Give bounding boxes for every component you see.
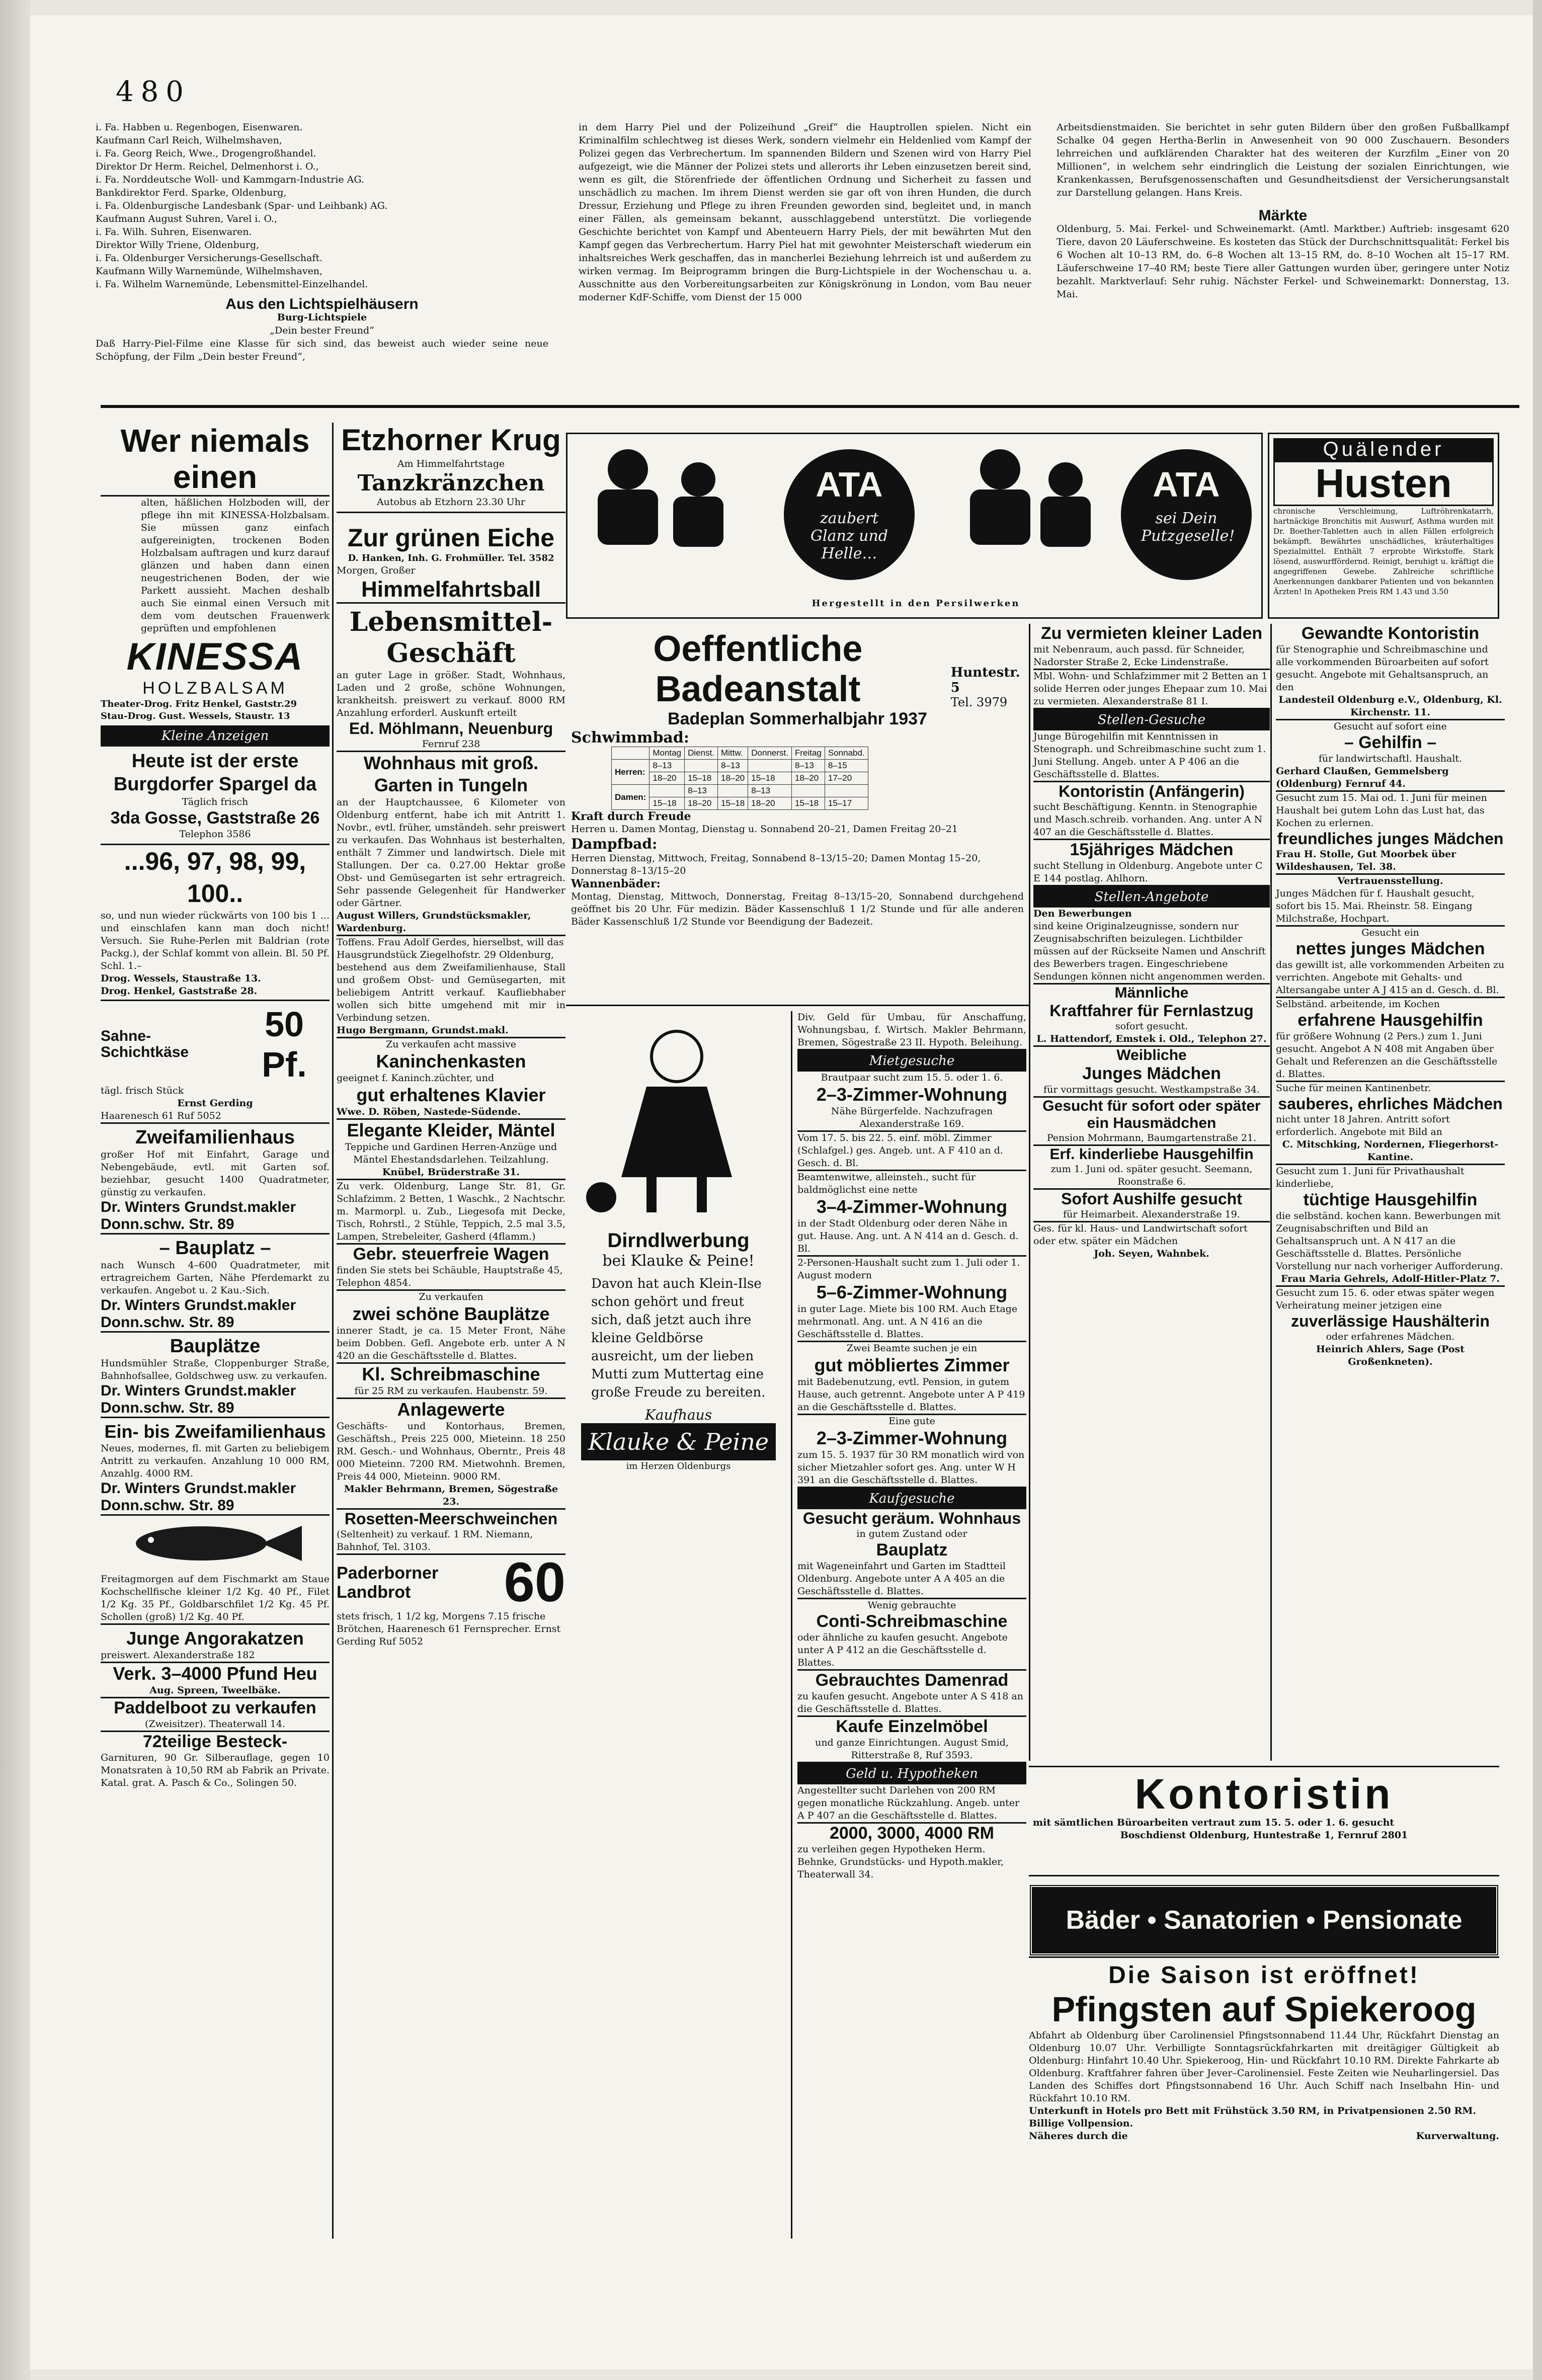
bad-cell: 18–20 (685, 797, 718, 810)
bad-cell: 8–15 (825, 760, 868, 772)
ata-slogan-1: zaubert Glanz und Helle… (810, 510, 888, 562)
lichtspiel-heading: Aus den Lichtspielhäusern (225, 296, 419, 312)
nett-heading: nettes junges Mädchen (1295, 939, 1485, 958)
kinessa-headline: Wer niemals einen (101, 423, 330, 497)
kinder-text: zum 1. Juni od. später gesucht. Seemann, Roonstraße 6. (1033, 1163, 1270, 1190)
bad-dampf-text: Herren Dienstag, Mittwoch, Freitag, Sonnabend 8–13/15–20; Damen Montag 15–20, Donnerstag 8–13/15–20 (571, 853, 981, 876)
board-line: Kaufmann Carl Reich, Wilhelmshaven, (96, 135, 282, 146)
kaese-ad (101, 1004, 330, 1085)
board-line: Direktor Dr Herm. Reichel, Delmenhorst i. O., (96, 161, 319, 172)
dirndl-heading: Dirndlwerbung (607, 1229, 750, 1252)
stellengesuche-banner: Stellen-Gesuche (1033, 709, 1270, 730)
gehrels: Frau Maria Gehrels, Adolf-Hitler-Platz 7. (1276, 1273, 1505, 1287)
badeanstalt-ad (566, 624, 1029, 1006)
kinessa-sub: HOLZBALSAM (142, 679, 288, 698)
nett-text: das gewillt ist, alle vorkommenden Arbeiten zu verrichten. Angebote mit Gehalts- und Altersangabe unter A J 415 an d. Gesch. d. Bl. (1276, 959, 1505, 998)
bad-cell: 8–13 (717, 760, 748, 772)
aushilfe-heading: Sofort Aushilfe gesucht (1061, 1190, 1242, 1208)
husten-head1: Quälender (1273, 438, 1494, 461)
ein-heading: Ein- bis Zweifamilienhaus (104, 1421, 326, 1442)
book-spine (0, 0, 30, 2380)
pers-heading: 5–6-Zimmer-Wohnung (816, 1282, 1008, 1302)
kont-heading: Gewandte Kontoristin (1301, 624, 1480, 643)
kontoristin-ad (1029, 1766, 1499, 1876)
moehlmann-tel: Fernruf 238 (337, 738, 565, 752)
erf-pre: Selbständ. arbeitende, im Kochen (1276, 999, 1440, 1010)
krug-heading: Etzhorner Krug (341, 423, 561, 457)
naeheres: Näheres durch die (1029, 2130, 1128, 2142)
braut-text: Brautpaar sucht zum 15. 5. oder 1. 6. (821, 1072, 1003, 1083)
bad-header (571, 629, 1024, 709)
kanin-text: geeignet f. Kaninch.züchter, und (337, 1073, 495, 1084)
ata-slogan-2: sei Dein Putzgeselle! (1141, 510, 1235, 545)
board-line: i. Fa. Habben u. Regenbogen, Eisenwaren. (96, 122, 303, 133)
bad-plan: Badeplan Sommerhalbjahr 1937 (668, 709, 927, 728)
gesucht: Gesucht auf sofort eine (1334, 721, 1447, 732)
winters-1: Dr. Winters Grundst.makler Donn.schw. Str. 89 (101, 1199, 330, 1235)
stellenangebote-banner: Stellen-Angebote (1033, 886, 1270, 908)
bauplaetze2-sub: Zu verkaufen (419, 1291, 483, 1302)
bad-contact (951, 665, 1024, 709)
baeder-banner: Bäder • Sanatorien • Pensionate (1029, 1884, 1499, 1956)
pader-text: stets frisch, 1 1/2 kg, Morgens 7.15 frische Brötchen, Haarenesch 61 Fernsprecher. Ernst Gerding Ruf 5052 (337, 1611, 561, 1647)
bad-wannen-text: Montag, Dienstag, Mittwoch, Donnerstag, Freitag 8–13/15–20, Sonnabend durchgehend geöffnet bis 20 Uhr. Für medizin. Bäder Kassenschluß 1 1/2 Stunde und für alle anderen Bäder Kassenschluß 1/2 Stunde vor Beendigung der Badezeit. (571, 891, 1024, 927)
moebel-text: und ganze Einrichtungen. August Smid, Ritterstraße 8, Ruf 3593. (797, 1737, 1026, 1763)
angora-text: preiswert. Alexanderstraße 182 (101, 1649, 330, 1663)
kaese-addr: Haarenesch 61 Ruf 5052 (101, 1110, 330, 1124)
kleider-firm: Knübel, Brüderstraße 31. (337, 1166, 565, 1180)
top-left-column (96, 121, 548, 392)
ads-column-4b (1029, 624, 1270, 1761)
bad-tel: Tel. 3979 (950, 695, 1008, 709)
spargel-heading: Heute ist der erste Burgdorfer Spargel da (113, 751, 317, 795)
ads-column-1 (101, 423, 330, 2239)
kurverwaltung: Kurverwaltung. (1416, 2130, 1499, 2142)
bad-cell: 15–18 (717, 797, 748, 810)
bad-cell (825, 785, 868, 797)
kleine-anzeigen-banner: Kleine Anzeigen (101, 725, 330, 747)
hypotheken-banner: Geld u. Hypotheken (797, 1763, 1026, 1784)
tuecht-pre: Gesucht zum 1. Juni für Privathaushalt kinderliebe, (1276, 1166, 1465, 1189)
erf-text: für größere Wohnung (2 Pers.) zum 1. Juni gesucht. Angebot A N 408 mit Angaben über Gehalt und Referenzen an die Geschäftsstelle d. Blattes. (1276, 1030, 1505, 1082)
bad-row (612, 772, 868, 785)
kontoristin-firm: Boschdienst Oldenburg, Huntestraße 1, Fernruf 2801 (1120, 1830, 1408, 1841)
bewerb-heading: Den Bewerbungen (1033, 908, 1132, 919)
lebens-text: an guter Lage in größer. Stadt, Wohnhaus, Laden und 2 große, schöne Wohnungen, krankheitsh. preiswert zu verkauf. 8000 RM Anzahlung erforderl. Auskunft erteilt (337, 670, 565, 718)
heu-text: Aug. Spreen, Tweelbäke. (101, 1684, 330, 1698)
kurverwaltung-row (1029, 2130, 1499, 2143)
pers-text: 2-Personen-Haushalt sucht zum 1. Juli oder 1. August modern (797, 1257, 1020, 1281)
spargel-addr: 3da Gosse, Gaststraße 26 (110, 808, 320, 828)
anlage-text: Geschäfts- und Kontorhaus, Bremen, Geschäftsh., Preis 225 000, Mieteinn. 18 250 RM. Gesch.- und Wohnhaus, Oberntr., Preis 48 000 Mieteinn. 7200 RM. Mietwohnh. Bremen, Preis 44 000, Mieteinn. 9000 RM. (337, 1421, 565, 1482)
girl-illustration (571, 1016, 787, 1227)
krug-bus: Autobus ab Etzhorn 23.30 Uhr (337, 496, 565, 513)
lebens-heading: Lebensmittel-Geschäft (349, 607, 553, 669)
saub-heading: sauberes, ehrliches Mädchen (1278, 1095, 1503, 1113)
krug-dance: Tanzkränzchen (357, 470, 545, 496)
eiche-inh: D. Hanken, Inh. G. Frohmüller. Tel. 3582 (348, 553, 554, 563)
bad-day: Sonnabd. (825, 747, 868, 760)
bad-addr: Huntestr. 5 (950, 665, 1020, 695)
lichtspiel-sub1: Burg-Lichtspiele (277, 312, 367, 323)
laden-heading: Zu vermieten kleiner Laden (1040, 624, 1263, 643)
wohnhaus-heading: Wohnhaus mit groß. Garten in Tungeln (363, 753, 539, 795)
pers-text2: in guter Lage. Miete bis 100 RM. Auch Etage mehrmonatl. Ang. unt. A N 416 an die Geschäftsstelle d. Blattes. (797, 1303, 1026, 1342)
page-edge (1533, 0, 1542, 2380)
klauke-tagline: im Herzen Oldenburgs (626, 1461, 731, 1471)
drei-heading: 2–3-Zimmer-Wohnung (816, 1428, 1008, 1448)
ahlers: Heinrich Ahlers, Sage (Post Großenkneten). (1316, 1344, 1465, 1367)
top-right-column (1057, 121, 1509, 392)
kaese-name: Ernst Gerding (177, 1098, 253, 1109)
unterkunft: Unterkunft in Hotels pro Bett mit Frühstück 3.50 RM, in Privatpensionen 2.50 RM. Billige Vollpension. (1029, 2105, 1476, 2129)
ata-maker: Hergestellt in den Persilwerken (811, 598, 1020, 609)
kinder-heading: Erf. kinderliebe Hausgehilfin (1049, 1146, 1254, 1163)
board-line: Bankdirektor Ferd. Sparke, Oldenburg, (96, 187, 287, 198)
ein-text: Neues, modernes, fl. mit Garten zu beliebigem Antritt zu verkaufen. Anzahlung 10 000 RM, Anzahlg. 4000 RM. (101, 1443, 330, 1479)
pfingsten-text: Abfahrt ab Oldenburg über Carolinensiel Pfingstsonnabend 11.44 Uhr, Rückfahrt Dienstag an Oldenburg 10.07 Uhr. Verbilligte Sonntagsrückfahrkarten mit dreitägiger Gültigkeit ab Oldenburg: Hinfahrt 10.40 Uhr. Spiekeroog, Hin- und Rückfahrt 10.10 RM. Direkte Fahrkarte ab Oldenburg. Kraftfahrer fahren über Jever–Carolinensiel. Feste Zeiten wie Neuharlingersiel. Das Landen des Schiffes dort Pfingstsonnabend 16 Uhr. Auch Schiff nach Inselbahn Hin- und Rückfahrt 10.10 RM. (1029, 2030, 1499, 2104)
ata-ad (566, 433, 1263, 619)
rad-text: zu kaufen gesucht. Angebote unter A S 418 an die Geschäftsstelle d. Blattes. (797, 1690, 1026, 1717)
beamt-text2: in der Stadt Oldenburg oder deren Nähe in gut. Hause. Ang. unt. A N 414 an d. Gesch. d. Bl. (797, 1217, 1026, 1257)
num-drog1: Drog. Wessels, Staustraße 13. (101, 973, 261, 984)
bad-table (611, 747, 868, 810)
kleider-text: Teppiche und Gardinen Herren-Anzüge und Mäntel Ehestandsdarlehen. Teilzahlung. (345, 1141, 557, 1165)
board-line: Kaufmann Willy Warnemünde, Wilhelmshaven, (96, 266, 323, 277)
board-line: i. Fa. Wilh. Suhren, Eisenwaren. (96, 226, 252, 237)
film-review-cont: Arbeitsdienstmaiden. Sie berichtet in sehr guten Bildern über den großen Fußballkampf Schalke 04 gegen Hertha-Berlin in Anwesenheit von 90 000 Zuschauern. Besonders lehrreichen und aufklärenden Charakter hat des weiteren der Kurzfilm „Einer von 20 Millionen“, in welchem sehr eindringlich die Leistung der sozialen Einrichtungen, wie Krankenkassen, Berufsgenossenschaften und Gesundheitsdienst der Versicherungsanstalt zur Darstellung gelangen. Hans Kreis. (1057, 122, 1509, 198)
top-mid-column (579, 121, 1031, 392)
bad-cell: 15–18 (685, 772, 718, 785)
ads-column-4a (797, 1011, 1026, 2239)
konto-text: sucht Beschäftigung. Kenntn. in Stenographie und Masch.schreib. vorhanden. Ang. unter A N 407 an die Geschäftsstelle d. Blattes. (1033, 801, 1270, 840)
braut-heading: 2–3-Zimmer-Wohnung (816, 1084, 1008, 1105)
zimmer-text: Vom 17. 5. bis 22. 5. einf. möbl. Zimmer (Schlafgel.) ges. Angeb. unt. A F 410 an d. Gesch. d. Bl. (797, 1132, 1026, 1171)
bad-wannen: Wannenbäder: (571, 877, 661, 890)
bauplaetze2-heading: zwei schöne Bauplätze (352, 1303, 550, 1324)
dirndl-sub: bei Klauke & Peine! (602, 1252, 755, 1270)
bad-cell: 15–18 (748, 772, 792, 785)
bad-schwimm: Schwimmbad: (571, 729, 689, 747)
kinessa-text: alten, häßlichen Holzboden will, der pflege ihn mit KINESSA-Holzbalsam. Sie müssen ganz einfach aufgereinigten, trockenen Boden Holzbalsam auftragen und kurz darauf glänzen und haben dann einen neugestrichenen Boden, der wie Parkett aussieht. Machen deshalb auch Sie einmal einen Versuch mit dem vom deutschen Frauenwerk geprüften und empfohlenen (141, 497, 330, 634)
bad-cell: 15–18 (791, 797, 825, 810)
hs-heading: Gesucht geräum. Wohnhaus (802, 1509, 1021, 1527)
bad-cell (791, 785, 825, 797)
bad-cell (685, 760, 718, 772)
krug-sub: Am Himmelfahrtstage (397, 458, 505, 469)
bad-kraft-text: Herren u. Damen Montag, Dienstag u. Sonnabend 20–21, Damen Freitag 20–21 (571, 824, 958, 835)
beamt-heading: 3–4-Zimmer-Wohnung (816, 1196, 1008, 1217)
nett-pre: Gesucht ein (1361, 927, 1419, 938)
hyp-text: Angestellter sucht Darlehen von 200 RM gegen monatliche Rückzahlung. Angeb. unter A P 407 an die Geschäftsstelle d. Blattes. (797, 1784, 1026, 1824)
bad-cell (748, 760, 792, 772)
board-line: i. Fa. Oldenburgische Landesbank (Spar- und Leihbank) AG. (96, 200, 388, 211)
bauplatz4-heading: Bauplatz (876, 1540, 948, 1560)
bad-cell (717, 785, 748, 797)
page-number: 480 (116, 75, 191, 108)
moebl-heading: gut möbliertes Zimmer (814, 1355, 1010, 1375)
heu-heading: Verk. 3–4000 Pfund Heu (113, 1663, 317, 1684)
bad-cell: 18–20 (650, 772, 685, 785)
saison-heading: Die Saison ist eröffnet! (1108, 1962, 1420, 1989)
land-name: Joh. Seyen, Wahnbek. (1094, 1248, 1209, 1259)
maerkte-text: Oldenburg, 5. Mai. Ferkel- und Schweinemarkt. (Amtl. Marktber.) Auftrieb: insgesamt 620 Tiere, davon 20 Läuferschweine. Es kosteten das Stück der Durchschnittsqualität: Ferkel bis 6 Wochen alt 10–13 RM, do. 6–8 Wochen alt 13–15 RM, do. 8–10 Wochen alt 15–17 RM. Läuferschweine 17–40 RM; beste Tiere aller Gattungen wurden über, geringere unter Notiz bezahlt. Marktverlauf: Sehr ruhig. Nächster Ferkel- und Schweinemarkt: Donnerstag, 13. Mai. (1057, 223, 1509, 300)
maedchen-text: sucht Stellung in Oldenburg. Angebote unter C E 144 postlag. Ahlhorn. (1033, 860, 1270, 886)
lichtspiel-sub2: „Dein bester Freund“ (270, 325, 374, 336)
spargel-tel: Telephon 3586 (101, 828, 330, 845)
vertrauen: Vertrauensstellung. (1337, 875, 1443, 886)
bad-cell (650, 785, 685, 797)
eiche-heading: Zur grünen Eiche (347, 524, 555, 552)
winters-4: Dr. Winters Grundst.makler Donn.schw. Str. 89 (101, 1480, 330, 1516)
hattendorf: L. Hattendorf, Emstek i. Old., Telephon 27. (1033, 1033, 1270, 1047)
husten-text: chronische Verschleimung, Luftröhrenkatarrh, hartnäckige Bronchitis mit Auswurf, Asthma wurden mit Dr. Boether-Tabletten auch in allen Fällen erfolgreich bekämpft. Bewährtes unschädliches, kräuterhaltiges Spezialmittel. Enthält 7 erprobte Wirkstoffe. Stark lösend, auswurffördernd. Reinigt, beruhigt u. kräftigt die angegriffenen Gewebe. Zahlreiche schriftliche Anerkennungen dankbarer Patienten und von bekannten Ärzten! In Apotheken Preis RM 1.43 und 3.50 (1273, 507, 1494, 596)
laden-text: mit Nebenraum, auch passd. für Schneider, Nadorster Straße 2, Ecke Lindenstraße. (1033, 643, 1270, 670)
tuecht-text: die selbständ. kochen kann. Bewerbungen mit Zeugnisabschriften und Bild an Gehaltsanspruch unt. A N 417 an die Geschäftsstelle d. Blattes. Persönliche Vorstellung nur nach vorheriger Aufforderung. (1276, 1210, 1503, 1272)
ata-brand-1: ATA (816, 465, 883, 504)
board-list (96, 121, 548, 291)
kraftfahrer-heading: Kraftfahrer für Fernlastzug (1049, 1002, 1254, 1020)
bad-cell: 15–17 (825, 797, 868, 810)
tuecht-heading: tüchtige Hausgehilfin (1303, 1190, 1478, 1209)
hyp-heading: 2000, 3000, 4000 RM (829, 1824, 995, 1843)
bergmann: Hugo Bergmann, Grundst.makl. (337, 1024, 565, 1038)
landbund: Landesteil Oldenburg e.V., Oldenburg, Kl. Kirchenstr. 11. (1276, 694, 1505, 720)
ads-column-2 (332, 423, 565, 2239)
vertrauen-text: Junges Mädchen für f. Haushalt gesucht, sofort bis 15. Mai. Rheinstr. 58. Eingang Milchstraße, Hochpart. (1276, 887, 1505, 927)
freund-text: Gesucht zum 15. Mai od. 1. Juni für meinen Haushalt bei gutem Lohn das Lust hat, das Kochen zu erlernen. (1276, 792, 1487, 829)
conti-text: oder ähnliche zu kaufen gesucht. Angebote unter A P 412 an die Geschäftsstelle d. Blattes. (797, 1631, 1026, 1671)
klavier-heading: gut erhaltenes Klavier (356, 1085, 546, 1105)
gerdes-text: bestehend aus dem Zweifamilienhause, Stall und großem Obst- und Gemüsegarten, mit beliebigem Antritt verkauf. Kaufliebhaber wollen sich bitte umgehend mit mir in Verbindung setzen. (337, 962, 565, 1023)
bad-day: Mittw. (717, 747, 748, 760)
zwei-text: großer Hof mit Einfahrt, Garage und Nebengebäude, evtl. mit Garten sof. beziehbar, gesucht 1400 Quadratmeter, günstig zu verkaufen. (101, 1149, 330, 1198)
bauplatz4-text: mit Wageneinfahrt und Garten im Stadtteil Oldenburg. Angebote unter A A 405 an die Geschäftsstelle d. Blattes. (797, 1560, 1026, 1599)
maennlich: Männliche (1114, 984, 1189, 1001)
drei-text: zum 15. 5. 1937 für 30 RM monatlich wird von sicher Mietzahler sofort ges. Ang. unter W H 391 an die Geschäftsstelle d. Blattes. (797, 1449, 1026, 1488)
hs-text: in gutem Zustand oder (856, 1528, 967, 1539)
mbl-text: Mbl. Wohn- und Schlafzimmer mit 2 Betten an 1 solide Herren oder junges Ehepaar zum 10. Mai zu vermieten. Alexanderstraße 81 I. (1033, 670, 1270, 709)
pader-heading: Paderborner Landbrot (337, 1564, 439, 1602)
bauplatz-text: nach Wunsch 4–600 Quadratmeter, mit ertragreichem Garten, Nähe Pferdemarkt zu verkaufen. Angebot u. 2 Kau.-Sich. (101, 1260, 330, 1296)
willers: August Willers, Grundstücksmakler, Wardenburg. (337, 910, 565, 936)
numbers-heading: ...96, 97, 98, 99, 100.. (124, 847, 306, 908)
numbers-text: so, und nun wieder rückwärts von 100 bis 1 ... und einschlafen kann man doch nicht! Versuch. Sie Ruhe-Perlen mit Baldrian (rote Packg.), der Schlaf kommt von allein. Bl. 50 Pf. Schl. 1.– (101, 910, 330, 971)
moebl-text: mit Badebenutzung, evtl. Pension, in gutem Hause, auch getrennt. Angebote unter A P 419 an die Geschäftsstelle d. Blattes. (797, 1376, 1026, 1415)
bauplaetze-text: Hundsmühler Straße, Cloppenburger Straße, Bahnhofsallee, Goldschweg usw. zu verkaufen. (101, 1358, 330, 1381)
bauplaetze2-text: innerer Stadt, je ca. 15 Meter Front, Nähe beim Dobben. Gefl. Angebote erb. unter A N 420 an die Geschäftsstelle d. Blattes. (337, 1325, 565, 1364)
kleider-heading: Elegante Kleider, Mäntel (347, 1120, 555, 1140)
fish-icon (101, 1516, 330, 1571)
spargel-text: Täglich frisch (182, 796, 249, 807)
kontoristin-heading: Kontoristin (1134, 1770, 1394, 1818)
lichtspiel-text: Daß Harry-Piel-Filme eine Klasse für sich sind, das beweist auch wieder seine neue Schöpfung, der Film „Dein bester Freund“, (96, 338, 548, 362)
dirndl-ad (566, 1011, 792, 2239)
bad-herren: Herren: (612, 760, 650, 785)
dirndl-kaufhaus: Kaufhaus (644, 1407, 712, 1423)
bad-dampf: Dampfbad: (571, 836, 658, 852)
kontoristin-text: mit sämtlichen Büroarbeiten vertraut zum 15. 5. oder 1. 6. gesucht (1033, 1817, 1395, 1828)
bad-cell: 17–20 (825, 772, 868, 785)
besteck-text: Garnituren, 90 Gr. Silberauflage, gegen 10 Monatsraten à 10,50 RM ab Fabrik an Private. Katal. grat. A. Pasch & Co., Solingen 50. (101, 1752, 330, 1788)
kaufgesuche-banner: Kaufgesuche (797, 1488, 1026, 1509)
klauke-logo: Klauke & Peine (581, 1423, 776, 1460)
board-line: Kaufmann August Suhren, Varel i. O., (96, 213, 278, 224)
kaese-price: 50 Pf. (262, 1005, 307, 1084)
moebel-heading: Kaufe Einzelmöbel (836, 1717, 988, 1736)
beamt-text: Beamtenwitwe, alleinsteh., sucht für baldmöglichst eine nette (797, 1172, 976, 1195)
fisch-text: Freitagmorgen auf dem Fischmarkt am Staue Kochschellfische kleiner 1/2 Kg. 40 Pf., Filet 1/2 Kg. 35 Pf., Goldbarschfilet 1/2 Kg. 45 Pf. Schollen (groß) 1/2 Kg. 40 Pf. (101, 1573, 330, 1625)
maerkte-heading: Märkte (1258, 207, 1308, 224)
board-line: i. Fa. Wilhelm Warnemünde, Lebensmittel-Einzelhandel. (96, 279, 368, 290)
kaese-text: tägl. frisch Stück (101, 1085, 184, 1096)
jung-heading: Junges Mädchen (1082, 1064, 1221, 1083)
board-line: i. Fa. Georg Reich, Wwe., Drogengroßhandel. (96, 148, 316, 159)
winters-3: Dr. Winters Grundst.makler Donn.schw. Str. 89 (101, 1382, 330, 1418)
winters-2: Dr. Winters Grundst.makler Donn.schw. Str. 89 (101, 1297, 330, 1333)
stolle: Frau H. Stolle, Gut Moorbek über Wildeshausen, Tel. 38. (1276, 848, 1505, 875)
eiche-ball: Himmelfahrtsball (337, 577, 565, 604)
saub-pre: Suche für meinen Kantinenbetr. (1276, 1083, 1431, 1094)
jung-text: für vormittags gesucht. Westkampstraße 34. (1033, 1084, 1270, 1098)
kont-text: für Stenographie und Schreibmaschine und alle vorkommenden Büroarbeiten auf sofort gesucht. Angebote mit Gehaltsanspruch, an den (1276, 644, 1489, 693)
bad-cell: 18–20 (717, 772, 748, 785)
konto-heading: Kontoristin (Anfängerin) (1059, 782, 1245, 800)
bad-row (612, 797, 868, 810)
kaese-heading: Sahne-Schichtkäse (101, 1028, 189, 1060)
pader-ad (337, 1551, 565, 1613)
dirndl-text: Davon hat auch Klein-Ilse schon gehört und freut sich, daß jetzt auch ihre kleine Geldbörse ausreicht, um der lieben Mutti zum Muttertag eine große Freude zu bereiten. (591, 1276, 766, 1400)
board-line: i. Fa. Norddeutsche Woll- und Kammgarn-Industrie AG. (96, 174, 364, 185)
husten-head2: Husten (1273, 461, 1494, 506)
num-drog2: Drog. Henkel, Gaststraße 28. (101, 985, 330, 1001)
klavier-text: Wwe. D. Röben, Nastede-Südende. (337, 1106, 565, 1120)
langestr-text: Zu verk. Oldenburg, Lange Str. 81, Gr. Schlafzimm. 2 Betten, 1 Waschk., 2 Nachtschr. m. Marmorpl. u. Zub., Liegesofa mit Decke, Tisch, Rohrstl., 2 Stühle, Teppich, 2.5 mal 3.5, Lampen, Strebeleiter, Gasherd (4flamm.) (337, 1180, 565, 1245)
bad-days-row (612, 747, 868, 760)
bad-cell: 18–20 (748, 797, 792, 810)
rad-heading: Gebrauchtes Damenrad (815, 1671, 1009, 1690)
conti-heading: Conti-Schreibmaschine (816, 1612, 1008, 1631)
zuverl-heading: zuverlässige Haushälterin (1291, 1312, 1490, 1330)
bad-day: Freitag (791, 747, 825, 760)
drog-wessels: Stau-Drog. Gust. Wessels, Staustr. 13 (101, 711, 290, 721)
wagen-heading: Gebr. steuerfreie Wagen (353, 1245, 549, 1264)
bad-kraft: Kraft durch Freude (571, 810, 691, 823)
bad-row (612, 785, 868, 797)
zwei-beamte: Zwei Beamte suchen je ein (846, 1343, 978, 1354)
anlage-heading: Anlagewerte (397, 1399, 505, 1420)
clausen: Gerhard Claußen, Gemmelsberg (Oldenburg) Fernruf 44. (1276, 765, 1505, 792)
rosetten-text: (Seltenheit) zu verkauf. 1 RM. Niemann, Bahnhof, Tel. 3103. (337, 1528, 565, 1555)
schreib-heading: Kl. Schreibmaschine (362, 1364, 540, 1384)
conti-sub: Wenig gebrauchte (867, 1600, 956, 1611)
gute-text: Eine gute (888, 1416, 935, 1427)
weiblich: Weibliche (1116, 1047, 1187, 1063)
section-divider (101, 405, 1519, 408)
bad-cell: 8–13 (748, 785, 792, 797)
haus-text: Pension Mohrmann, Baumgartenstraße 21. (1033, 1132, 1270, 1146)
bad-row (612, 760, 868, 772)
kanin-sub: Zu verkaufen acht massive (386, 1039, 516, 1050)
kinessa-logo: KINESSA (126, 635, 304, 678)
zuverl-pre: Gesucht zum 15. 6. oder etwas später wegen Verheiratung meiner jetzigen eine (1276, 1287, 1495, 1311)
bad-day: Montag (650, 747, 685, 760)
zuverl-text: oder erfahrenes Mädchen. (1326, 1331, 1455, 1342)
film-review-text: in dem Harry Piel und der Polizeihund „Greif“ die Hauptrollen spielen. Nicht ein Kriminalfilm schlechtweg ist dieses Werk, sondern vielmehr ein Heldenlied vom Kampf der Polizei gegen das Verbrechertum. Im spannenden Bildern und Szenen wird von Harry Piel aufgezeigt, wie die Männer der Polizei stets und allerorts ihr Leben einzusetzen bereit sind, wenn es gilt, die Störenfriede der öffentlichen Ordnung und Sicherheit zu fassen und unschädlich zu machen. Im ihrem Dienst werden sie gar oft von ihren Hunden, die durch Dressur, Erziehung und Pflege zu ihren Freunden geworden sind, begleitet und, in manch einer Fällen, als gemeinsam bekannt, ausschlaggebend unterstützt. Die vorliegende Geschichte berichtet von Kampf und Abenteuern Harry Piels, der mit bewährten Mut den Kampf gegen das Verbrechertum. Harry Piel hat mit gewohnter Meisterschaft wiederum ein inhaltsreiches Werk geschaffen, das in mancherlei Beziehung lehrreich ist und außerdem zu wirken vermag. Im Beiprogramm bringen die Burg-Lichtspiele in der Wochenschau u. a. Ausschnitte aus den Vorbereitungsarbeiten zur Königskrönung in London, vom Bau neuer moderner KdF-Schiffe, vom Dienst der 15 000 (579, 122, 1031, 303)
wagen-text: finden Sie stets bei Schäuble, Hauptstraße 45, Telephon 4854. (337, 1264, 565, 1291)
saub-text: nicht unter 18 Jahren. Antritt sofort erforderlich. Angebote mit Bild an (1276, 1114, 1450, 1137)
gerdes: Toffens. Frau Adolf Gerdes, hierselbst, will das Hausgrundstück Ziegelhofstr. 29 Oldenburg, (337, 937, 564, 960)
ads-column-5 (1270, 624, 1505, 1761)
besteck-heading: 72teilige Besteck- (142, 1732, 288, 1751)
moehlmann: Ed. Möhlmann, Neuenburg (349, 719, 553, 737)
buergo-text: Junge Bürogehilfin mit Kenntnissen in Stenograph. und Schreibmaschine sucht zum 1. Juni Stellung. Angeb. unter A P 406 an die Geschäftsstelle d. Blattes. (1033, 730, 1270, 782)
erf-heading: erfahrene Hausgehilfin (1297, 1011, 1483, 1030)
bad-cell: 18–20 (791, 772, 825, 785)
geh-text: für landwirtschaftl. Haushalt. (1318, 753, 1463, 764)
bauplaetze-heading: Bauplätze (170, 1336, 261, 1357)
bad-day: Dienst. (685, 747, 718, 760)
freund-heading: freundliches junges Mädchen (1277, 830, 1504, 848)
angora-heading: Junge Angorakatzen (126, 1628, 304, 1649)
board-line: i. Fa. Oldenburger Versicherungs-Gesellschaft. (96, 253, 323, 264)
bauplatz-heading: – Bauplatz – (159, 1238, 271, 1259)
kraftfahrer-text: sofort gesucht. (1115, 1021, 1188, 1032)
rosetten-heading: Rosetten-Meerschweinchen (344, 1510, 558, 1528)
board-line: Direktor Willy Triene, Oldenburg, (96, 239, 260, 251)
kanin-heading: Kaninchenkasten (376, 1051, 526, 1072)
baeder-section (1029, 1884, 1499, 2239)
bewerb-text: sind keine Originalzeugnisse, sondern nur Zeugnisabschriften beizulegen. Lichtbilder müssen auf der Rückseite Namen und Anschrift des Bewerbers tragen. Eingeschriebene Sendungen können nicht angenommen werden. (1033, 920, 1270, 984)
mietgesuche-banner: Mietgesuche (797, 1050, 1026, 1072)
zwei-heading: Zweifamilienhaus (135, 1127, 295, 1148)
eiche-sub: Morgen, Großer (337, 565, 416, 576)
bad-cell: 8–13 (685, 785, 718, 797)
geld-text: Div. Geld für Umbau, für Anschaffung, Wohnungsbau, f. Wirtsch. Makler Behrmann, Bremen, Sögestraße 23 II. Hypoth. Beleihung. (797, 1011, 1026, 1050)
braut-text2: Nähe Bürgerfelde. Nachzufragen Alexanderstraße 169. (797, 1105, 1026, 1132)
bad-damen: Damen: (612, 785, 650, 810)
land-text: Ges. für kl. Haus- und Landwirtschaft sofort oder etw. später ein Mädchen (1033, 1223, 1248, 1247)
pader-num: 60 (504, 1551, 565, 1613)
geh-heading: – Gehilfin – (1344, 733, 1437, 752)
bad-cell: 8–13 (791, 760, 825, 772)
hyp-text2: zu verleihen gegen Hypotheken Herm. Behnke, Grundstücks- und Hypoth.makler, Theaterwall 34. (797, 1844, 1004, 1880)
behrmann: Makler Behrmann, Bremen, Sögestraße 23. (337, 1483, 565, 1510)
ata-brand-2: ATA (1153, 465, 1220, 504)
wohnhaus-text: an der Hauptchaussee, 6 Kilometer von Oldenburg entfernt, habe ich mit Antritt 1. Novbr., evtl. früher, umständeh. sehr preiswert zu verkaufen. Das Wohnhaus ist besterhalten, enthält 7 Zimmer und landwirtsch. Diele mit Stallungen. Der ca. 0.27.00 Hektar große Obst- und Gemüsegarten ist sehr ertragreich. Sehr passende Gelegenheit für Handwerker oder Gärtner. (337, 797, 565, 909)
paddel-text: (Zweisitzer). Theaterwall 14. (101, 1718, 330, 1732)
husten-ad (1268, 433, 1499, 619)
bad-cell: 8–13 (650, 760, 685, 772)
bad-day: Donnerst. (748, 747, 792, 760)
maedchen-heading: 15jähriges Mädchen (1070, 840, 1234, 859)
haus-heading: Gesucht für sofort oder später ein Hausmädchen (1042, 1098, 1261, 1131)
paddel-heading: Paddelboot zu verkaufen (114, 1698, 316, 1717)
pfingsten-heading: Pfingsten auf Spiekeroog (1051, 1990, 1477, 2029)
schreib-text: für 25 RM zu verkaufen. Haubenstr. 59. (337, 1385, 565, 1399)
aushilfe-text: für Heimarbeit. Alexanderstraße 19. (1033, 1208, 1270, 1222)
bad-heading: Oeffentliche Badeanstalt (653, 629, 863, 709)
bad-cell: 15–18 (650, 797, 685, 810)
drog-henkel: Theater-Drog. Fritz Henkel, Gaststr.29 (101, 699, 297, 709)
mitschking: C. Mitschking, Nordernen, Fliegerhorst-Kantine. (1276, 1138, 1505, 1165)
